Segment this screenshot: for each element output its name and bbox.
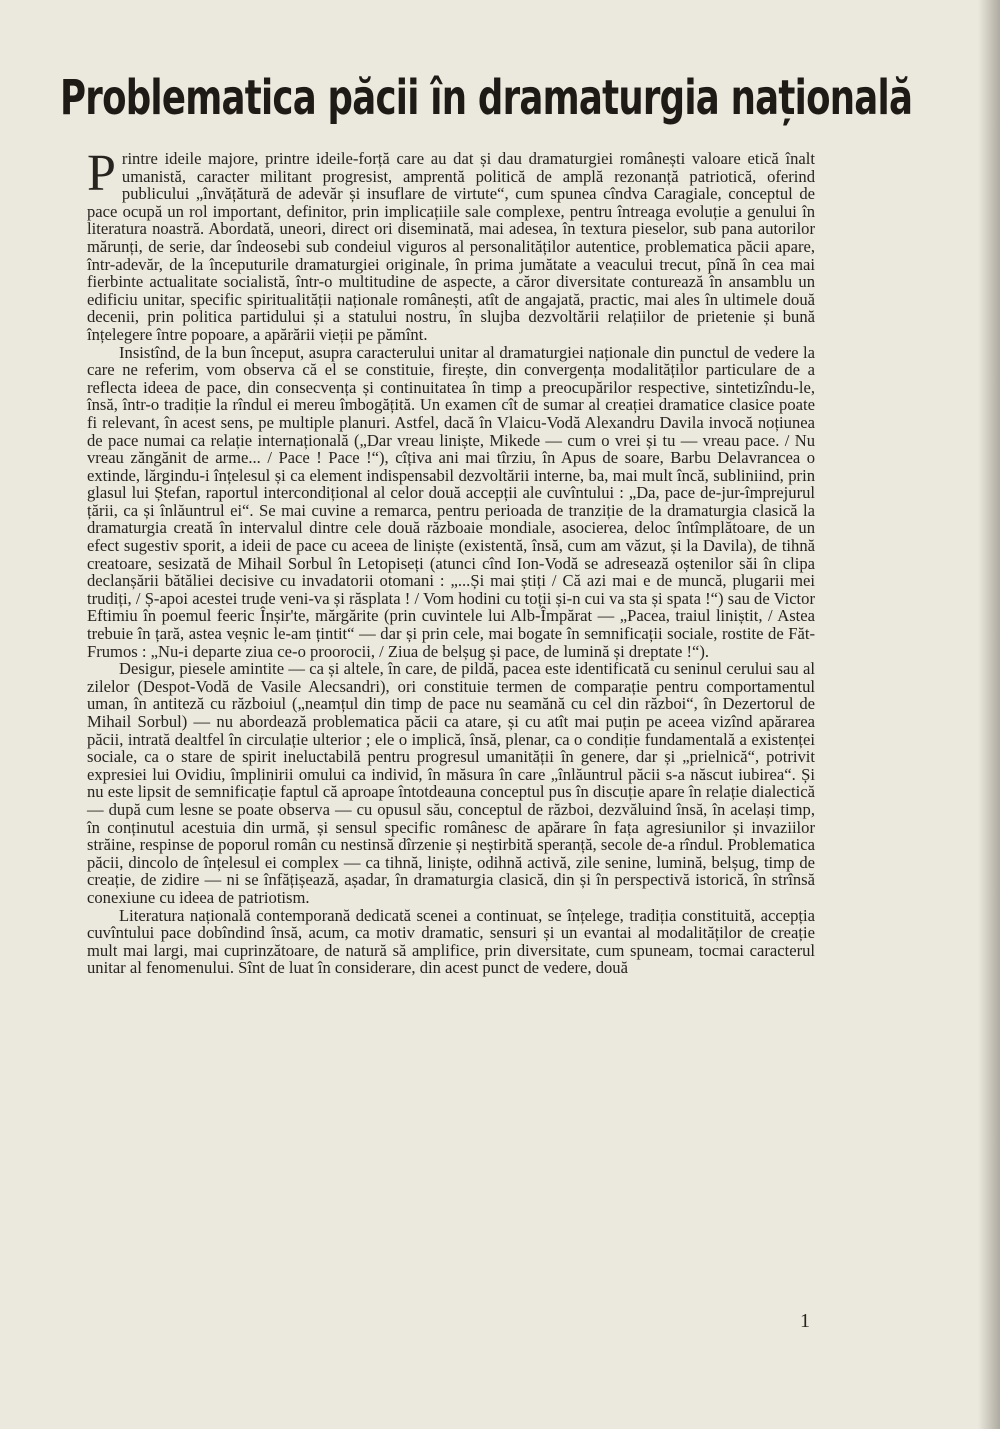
- drop-cap: P: [87, 145, 116, 202]
- page-title: Problematica păcii în dramaturgia națională: [60, 70, 913, 126]
- page-number: 1: [800, 1310, 810, 1332]
- paragraph-2: Insistînd, de la bun început, asupra caracterului unitar al dramaturgiei naționale din punctul de vedere la care ne referim, vom observa că el se constituie, firește, din convergența modalităților particulare de a reflecta ideea de pace, din consecvența și continuitatea în timp a preocupărilor respective, sintetizîndu-le, însă, într-o tradiție la rîndul ei mereu îmbogățită. Un examen cît de sumar al creației dramatice clasice poate fi relevant, în acest sens, pe multiple planuri. Astfel, dacă în Vlaicu-Vodă Alexandru Davila invocă noțiunea de pace numai ca relație internațională („Dar vreau liniște, Mikede — cum o vrei și tu — vreau pace. / Nu vreau zăngănit de arme... / Pace ! Pace !“), cîțiva ani mai tîrziu, în Apus de soare, Barbu Delavrancea o extinde, lărgindu-i înțelesul și ca element indispensabil dezvoltării interne, ba, mai mult încă, subliniind, prin glasul lui Ștefan, raportul intercondițional al celor două accepții ale cuvîntului : „Da, pace de-jur-împrejurul țării, ca și înlăuntrul ei“. Se mai cuvine a remarca, pentru perioada de tranziție de la dramaturgia clasică la dramaturgia creată în intervalul dintre cele două războaie mondiale, asocierea, deloc întîmplătoare, de un efect sugestiv sporit, a ideii de pace cu aceea de liniște (existentă, însă, cum am văzut, și la Davila), de tihnă creatoare, sesizată de Mihail Sorbul în Letopiseți (atunci cînd Ion-Vodă se adresează oștenilor săi în clipa declanșării bătăliei decisive cu invadatorii otomani : „...Și mai știți / Că azi mai e de muncă, plugarii mei trudiți, / Ș-apoi acestei trude veni-va și răsplata ! / Vom hodini cu toții și-n cui va sta și spata !“) sau de Victor Eftimiu în poemul feeric Înșir'te, mărgărite (prin cuvintele lui Alb-Împărat — „Pacea, traiul liniștit, / Astea trebuie în țară, astea veșnic le-am țintit“ — dar și prin cele, mai bogate în semnificații sociale, rostite de Făt-Frumos : „Nu-i departe ziua ce-o proorocii, / Ziua de belșug și pace, de lumină și dreptate !“).: [87, 342, 815, 661]
- paragraph-1: [87, 145, 815, 344]
- article-body: [87, 145, 815, 978]
- page-edge-shadow: [978, 0, 1000, 1429]
- paragraph-4: Literatura națională contemporană dedicată scenei a continuat, se înțelege, tradiția constituită, accepția cuvîntului pace dobîndind însă, acum, ca motiv dramatic, sensuri și un evantai al modalităților de creație mult mai largi, mai cuprinzătoare, de natură să amplifice, prin diversitate, cum spuneam, tocmai caracterul unitar al fenomenului. Sînt de luat în considerare, din acest punct de vedere, două: [87, 905, 815, 978]
- paragraph-1-text: rintre ideile majore, printre ideile-forță care au dat și dau dramaturgiei românești valoare etică înalt umanistă, caracter militant progresist, amprentă politică de amplă rezonanță patriotică, oferind publicului „învățătură de adevăr și insuflare de virtute“, cum spunea cîndva Caragiale, conceptul de pace ocupă un rol important, definitor, prin implicațiile sale complexe, pentru întreaga evoluție a genului în literatura noastră. Abordată, uneori, direct ori diseminată, mai adesea, în textura pieselor, sub pana autorilor mărunți, de serie, dar îndeosebi sub condeiul viguros al personalităților autentice, problematica păcii apare, într-adevăr, de la începuturile dramaturgiei originale, în prima jumătate a veacului trecut, pînă în cea mai fierbinte actualitate socialistă, într-o multitudine de aspecte, a căror diversitate conturează în ansamblu un edificiu unitar, specific spiritualității naționale românești, atît de angajată, practic, mai ales în ultimele două decenii, prin politica partidului și a statului nostru, în slujba dezvoltării relațiilor de prietenie și bună înțelegere între popoare, a apărării vieții pe pămînt.: [87, 149, 815, 344]
- paragraph-3: Desigur, piesele amintite — ca și altele, în care, de pildă, pacea este identificată cu seninul cerului sau al zilelor (Despot-Vodă de Vasile Alecsandri), ori constituie termen de comparație pentru comportamentul uman, în antiteză cu războiul („neamțul din timp de pace nu seamănă cu cel din război“, în Dezertorul de Mihail Sorbul) — nu abordează problematica păcii ca atare, și cu atît mai puțin pe aceea vizînd apărarea păcii, intrată dealtfel în circulație ulterior ; ele o implică, însă, plenar, ca o condiție fundamentală a existenței sociale, ca o stare de spirit ineluctabilă pentru progresul umanității în genere, dar și „prielnică“, potrivit expresiei lui Ovidiu, împlinirii omului ca individ, în măsura în care „înlăuntrul păcii s-a născut iubirea“. Și nu este lipsit de semnificație faptul că aproape întotdeauna conceptul pus în discuție apare în relație dialectică — după cum lesne se poate observa — cu opusul său, conceptul de război, dezvăluind însă, în același timp, în conținutul acestuia din urmă, și sensul specific românesc de apărare în fața agresiunilor și invaziilor străine, respinse de poporul român cu nestinsă dîrzenie și neștirbită speranță, secole de-a rîndul. Problematica păcii, dincolo de înțelesul ei complex — ca tihnă, liniște, odihnă activă, zile senine, lumină, belșug, timp de creație, de zidire — ni se înfățișează, așadar, în dramaturgia clasică, din și în perspectivă istorică, în strînsă conexiune cu ideea de patriotism.: [87, 659, 815, 907]
